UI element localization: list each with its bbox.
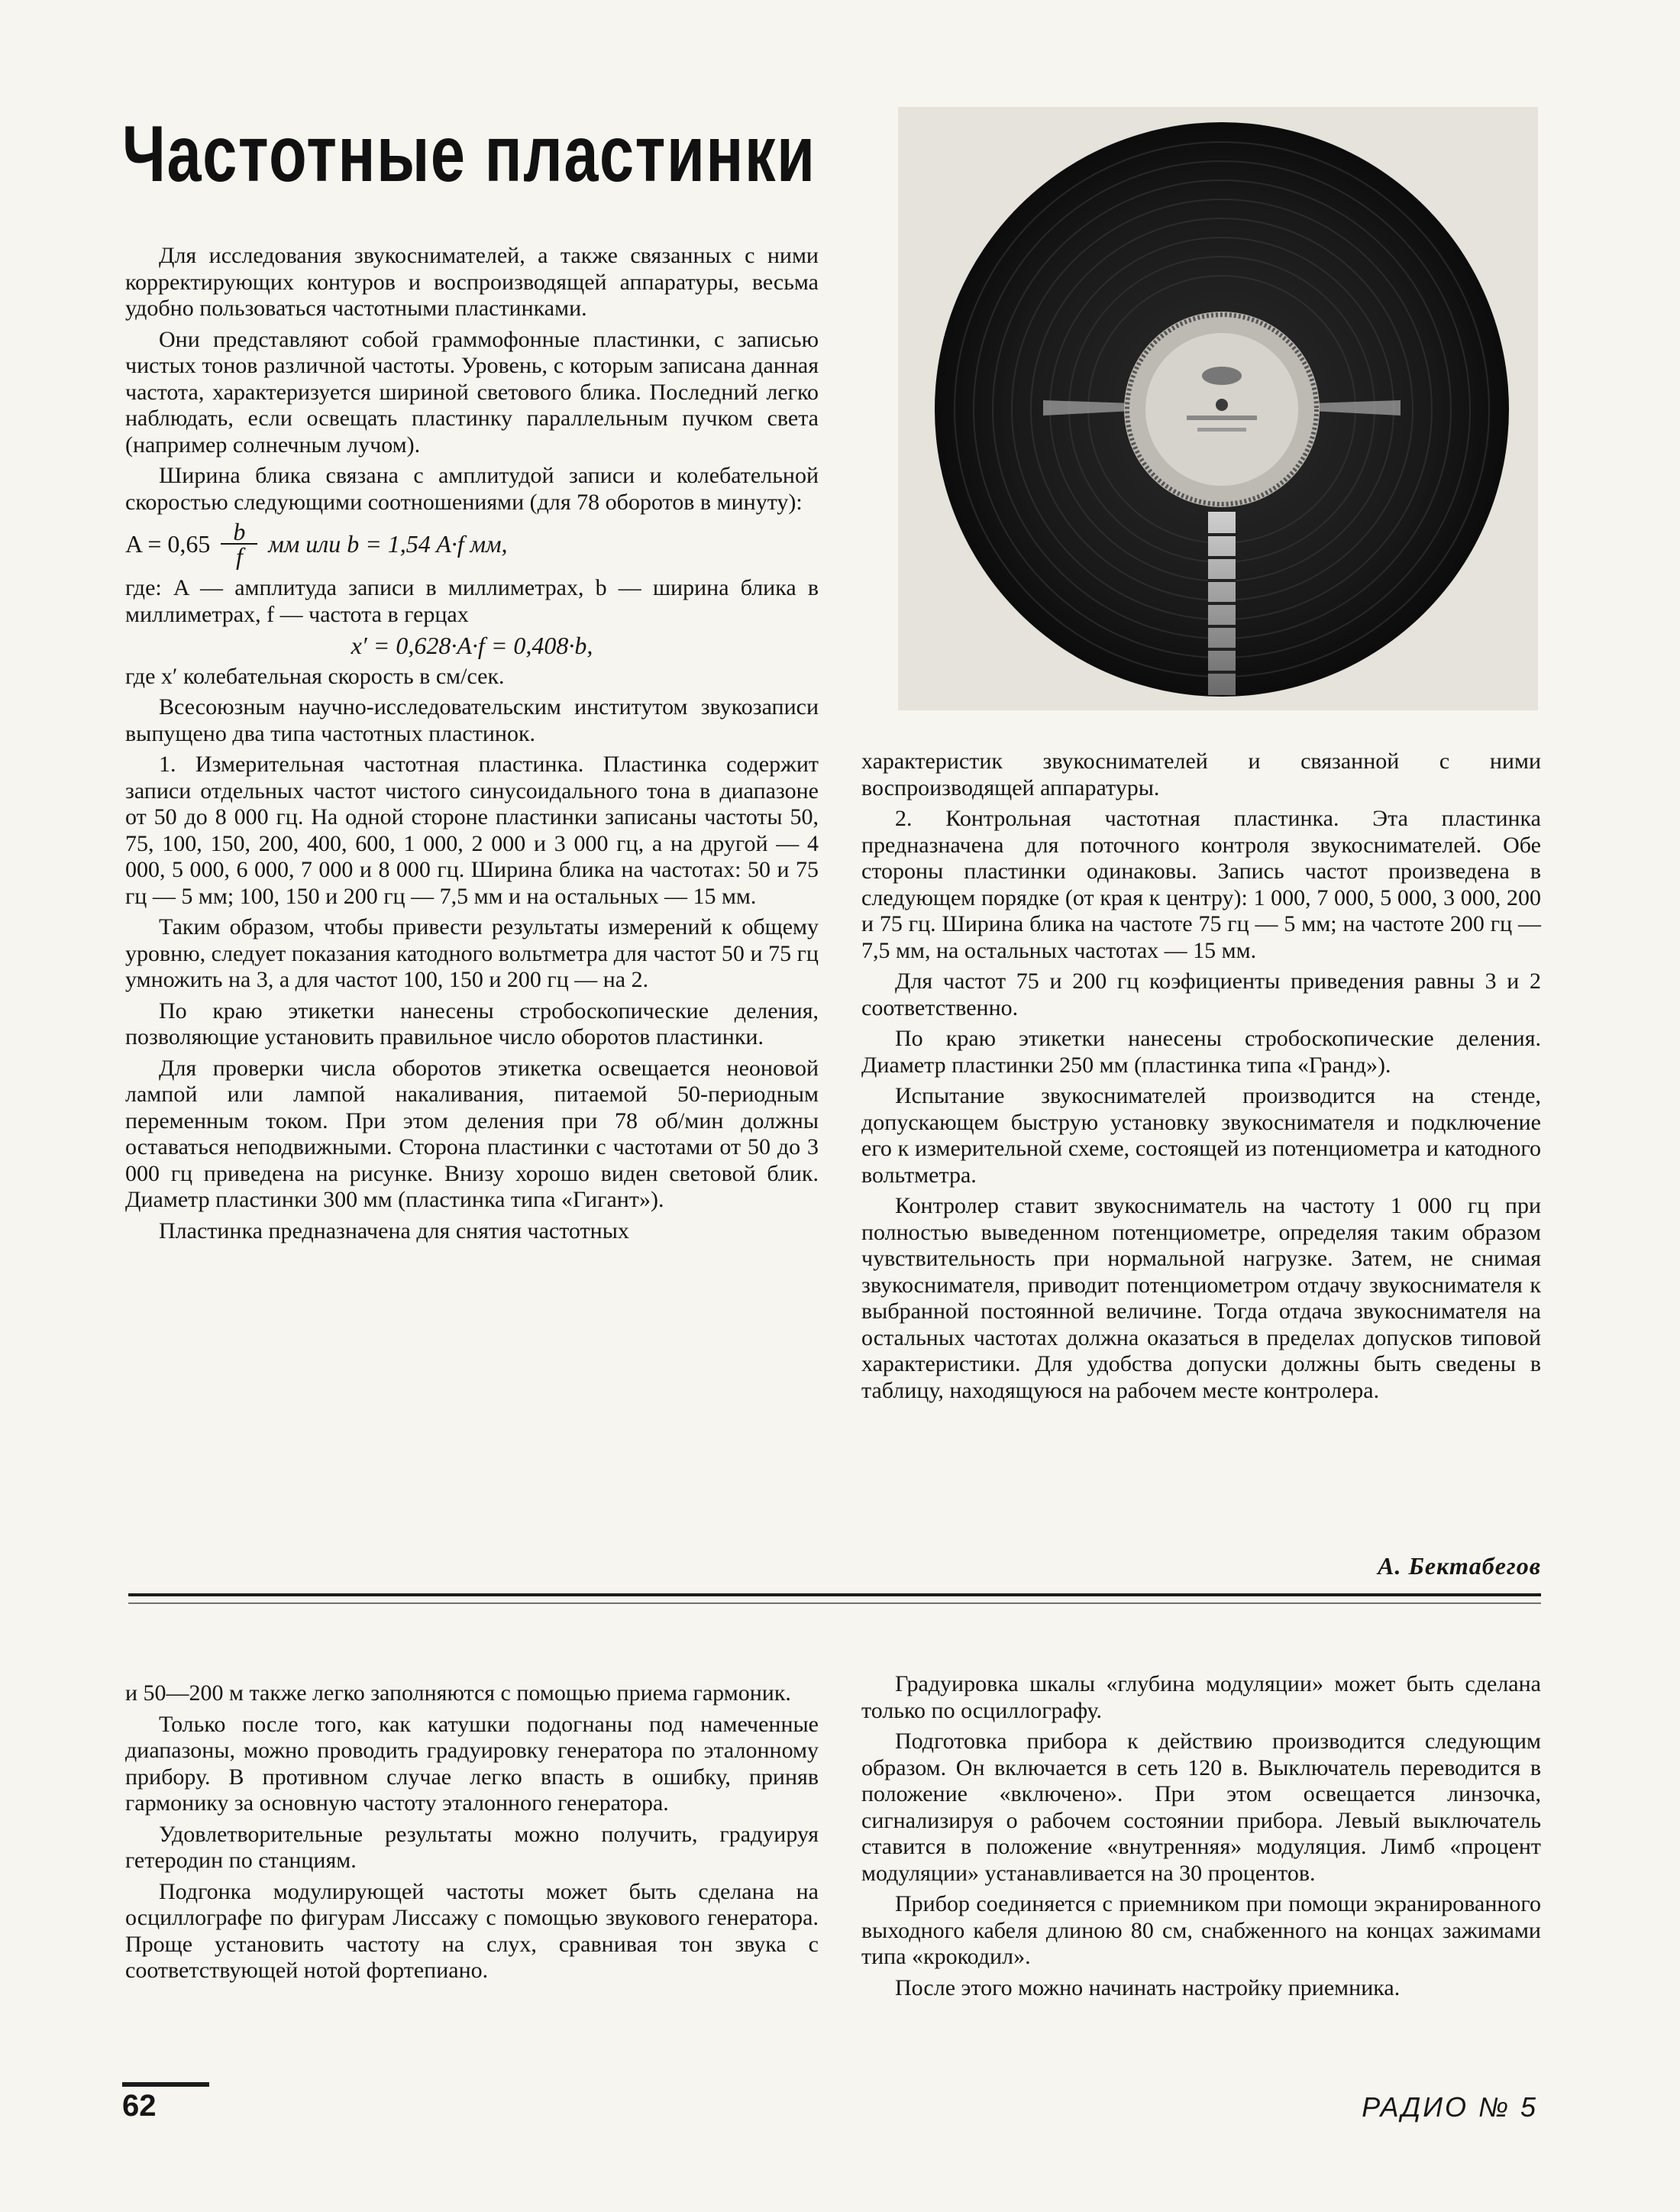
formula-denominator: f (235, 542, 243, 570)
paragraph: Градуировка шкалы «глубина модуляции» может быть сделана только по осциллографу. (861, 1671, 1541, 1723)
continuation-column-left (125, 1680, 819, 1989)
formula-velocity: x′ = 0,628·A·f = 0,408·b, (351, 632, 593, 659)
paragraph: 1. Измерительная частотная пластинка. Пластинка содержит записи отдельных частот чистого синусоидального тона в диапазоне от 50 до 8 000 гц. На одной стороне пластинки записаны частоты 50, 75, 100, 150, 200, 400, 600, 1 000, 2 000 и 3 000 гц, а на другой — 4 000, 5 000, 6 000, 7 000 и 8 000 гц. Ширина блика на частотах: 50 и 75 гц — 5 мм; 100, 150 и 200 гц — 7,5 мм и на остальных — 15 мм. (125, 752, 819, 909)
paragraph: Всесоюзным научно-исследовательским институтом звукозаписи выпущено два типа частотных пластинок. (125, 694, 819, 746)
paragraph: Только после того, как катушки подогнаны под намеченные диапазоны, можно проводить градуировку генератора по эталонному прибору. В противном случае легко впасть в ошибку, приняв гармонику за основную частоту эталонного генератора. (125, 1711, 819, 1816)
paragraph: Удовлетворительные результаты можно получить, градуируя гетеродин по станциям. (125, 1821, 819, 1873)
label-text-line (1187, 416, 1257, 420)
continuation-column-right (861, 1671, 1541, 2006)
paragraph: Ширина блика связана с амплитудой записи и колебательной скоростью следующими соотношениями (для 78 оборотов в минуту): (125, 463, 819, 515)
paragraph: Они представляют собой граммофонные пластинки, с записью чистых тонов различной частоты. Уровень, с которым записана данная частота, характеризуется шириной светового блика. Последний легко наблюдать, если освещать пластинку параллельным пучком света (например солнечным лучом). (125, 326, 819, 458)
paragraph: Для исследования звукоснимателей, а также связанных с ними корректирующих контуров и воспроизводящей аппаратуры, весьма удобно пользоваться частотными пластинками. (125, 243, 819, 321)
page-number-rule (122, 2082, 209, 2087)
formula-amplitude (125, 520, 819, 568)
paragraph: Испытание звукоснимателей производится на стенде, допускающем быструю установку звукоснимателя и подключение его к измерительной схеме, состоящей из потенциометра и катодного вольтметра. (861, 1083, 1541, 1188)
paragraph: Контролер ставит звукосниматель на частоту 1 000 гц при полностью выведенном потенциометре, определяя таким образом чувствительность при нормальной нагрузке. Затем, не снимая звукоснимателя, приводит потенциометром отдачу звукоснимателя к выбранной постоянной величине. Тогда отдача звукоснимателя на остальных частотах должна оказаться в пределах допусков типовой характеристики. Для удобства допуски должны быть сведены в таблицу, находящуюся на рабочем месте контролера. (861, 1193, 1541, 1403)
paragraph: и 50—200 м также легко заполняются с помощью приема гармоник. (125, 1680, 791, 1706)
section-divider (128, 1593, 1541, 1596)
paragraph: Подготовка прибора к действию производится следующим образом. Он включается в сеть 120 в. Выключатель переводится в положение «включено». При этом освещается линзочка, сигнализируя о рабочем состоянии прибора. Левый выключатель ставится в положение «внутренняя» модуляция. Лимб «процент модуляции» устанавливается на 30 процентов. (861, 1729, 1541, 1886)
article-column-right (861, 749, 1541, 1408)
paragraph: Для частот 75 и 200 гц коэфициенты приведения равны 3 и 2 соответственно. (861, 969, 1541, 1020)
formula-right: мм или b = 1,54 A·f мм, (268, 529, 508, 558)
section-divider-thin (128, 1602, 1541, 1604)
paragraph: Подгонка модулирующей частоты может быть сделана на осциллографе по фигурам Лиссажу с помощью звукового генератора. Проще установить частоту на слух, сравнивая тон звука с соответствующей нотой фортепиано. (125, 1878, 819, 1983)
formula-fraction (221, 520, 257, 568)
page-number: 62 (122, 2089, 157, 2123)
paragraph: После этого можно начинать настройку приемника. (895, 1974, 1401, 2000)
article-title: Частотные пластинки (122, 110, 816, 199)
spindle-hole (1216, 399, 1228, 411)
formula-left: A = 0,65 (125, 529, 211, 558)
paragraph: 2. Контрольная частотная пластинка. Эта пластинка предназначена для поточного контроля звукоснимателей. Обе стороны пластинки одинаковы. Запись частот произведена в следующем порядке (от края к центру): 1 000, 7 000, 5 000, 3 000, 200 и 75 гц. Ширина блика на частоте 75 гц — 5 мм; на частоте 200 гц — 7,5 мм, на остальных частотах — 15 мм. (861, 806, 1541, 963)
article-column-left (125, 243, 819, 1249)
magazine-name: РАДИО № 5 (1362, 2091, 1538, 2123)
record-photo (898, 107, 1538, 710)
paragraph: По краю этикетки нанесены стробоскопические деления, позволяющие установить правильное число оборотов пластинки. (125, 998, 819, 1049)
paragraph: характеристик звукоснимателей и связанной с ними воспроизводящей аппаратуры. (861, 749, 1541, 800)
label-emblem (1202, 367, 1242, 385)
author-signature: А. Бектабегов (1378, 1552, 1541, 1580)
label-text-line (1197, 428, 1246, 432)
paragraph: Для проверки числа оборотов этикетка освещается неоновой лампой или лампой накаливания, питаемой 50-периодным переменным током. При этом деления при 78 об/мин должны оставаться неподвижными. Сторона пластинки с частотами от 50 до 3 000 гц приведена на рисунке. Внизу хорошо виден световой блик. Диаметр пластинки 300 мм (пластинка типа «Гигант»). (125, 1055, 819, 1212)
formula-numerator: b (221, 520, 257, 545)
paragraph: Таким образом, чтобы привести результаты измерений к общему уровню, следует показания катодного вольтметра для частот 50 и 75 гц умножить на 3, а для частот 100, 150 и 200 гц — на 2. (125, 914, 819, 992)
paragraph: где: A — амплитуда записи в миллиметрах, b — ширина блика в миллиметрах, f — частота в герцах (125, 575, 819, 627)
paragraph: Пластинка предназначена для снятия частотных (159, 1218, 629, 1243)
paragraph: Прибор соединяется с приемником при помощи экранированного выходного кабеля длиною 80 см, снабженного на концах зажимами типа «крокодил». (861, 1891, 1541, 1969)
paragraph: где x′ колебательная скорость в см/сек. (125, 663, 505, 689)
paragraph: По краю этикетки нанесены стробоскопические деления. Диаметр пластинки 250 мм (пластинка типа «Гранд»). (861, 1026, 1541, 1078)
